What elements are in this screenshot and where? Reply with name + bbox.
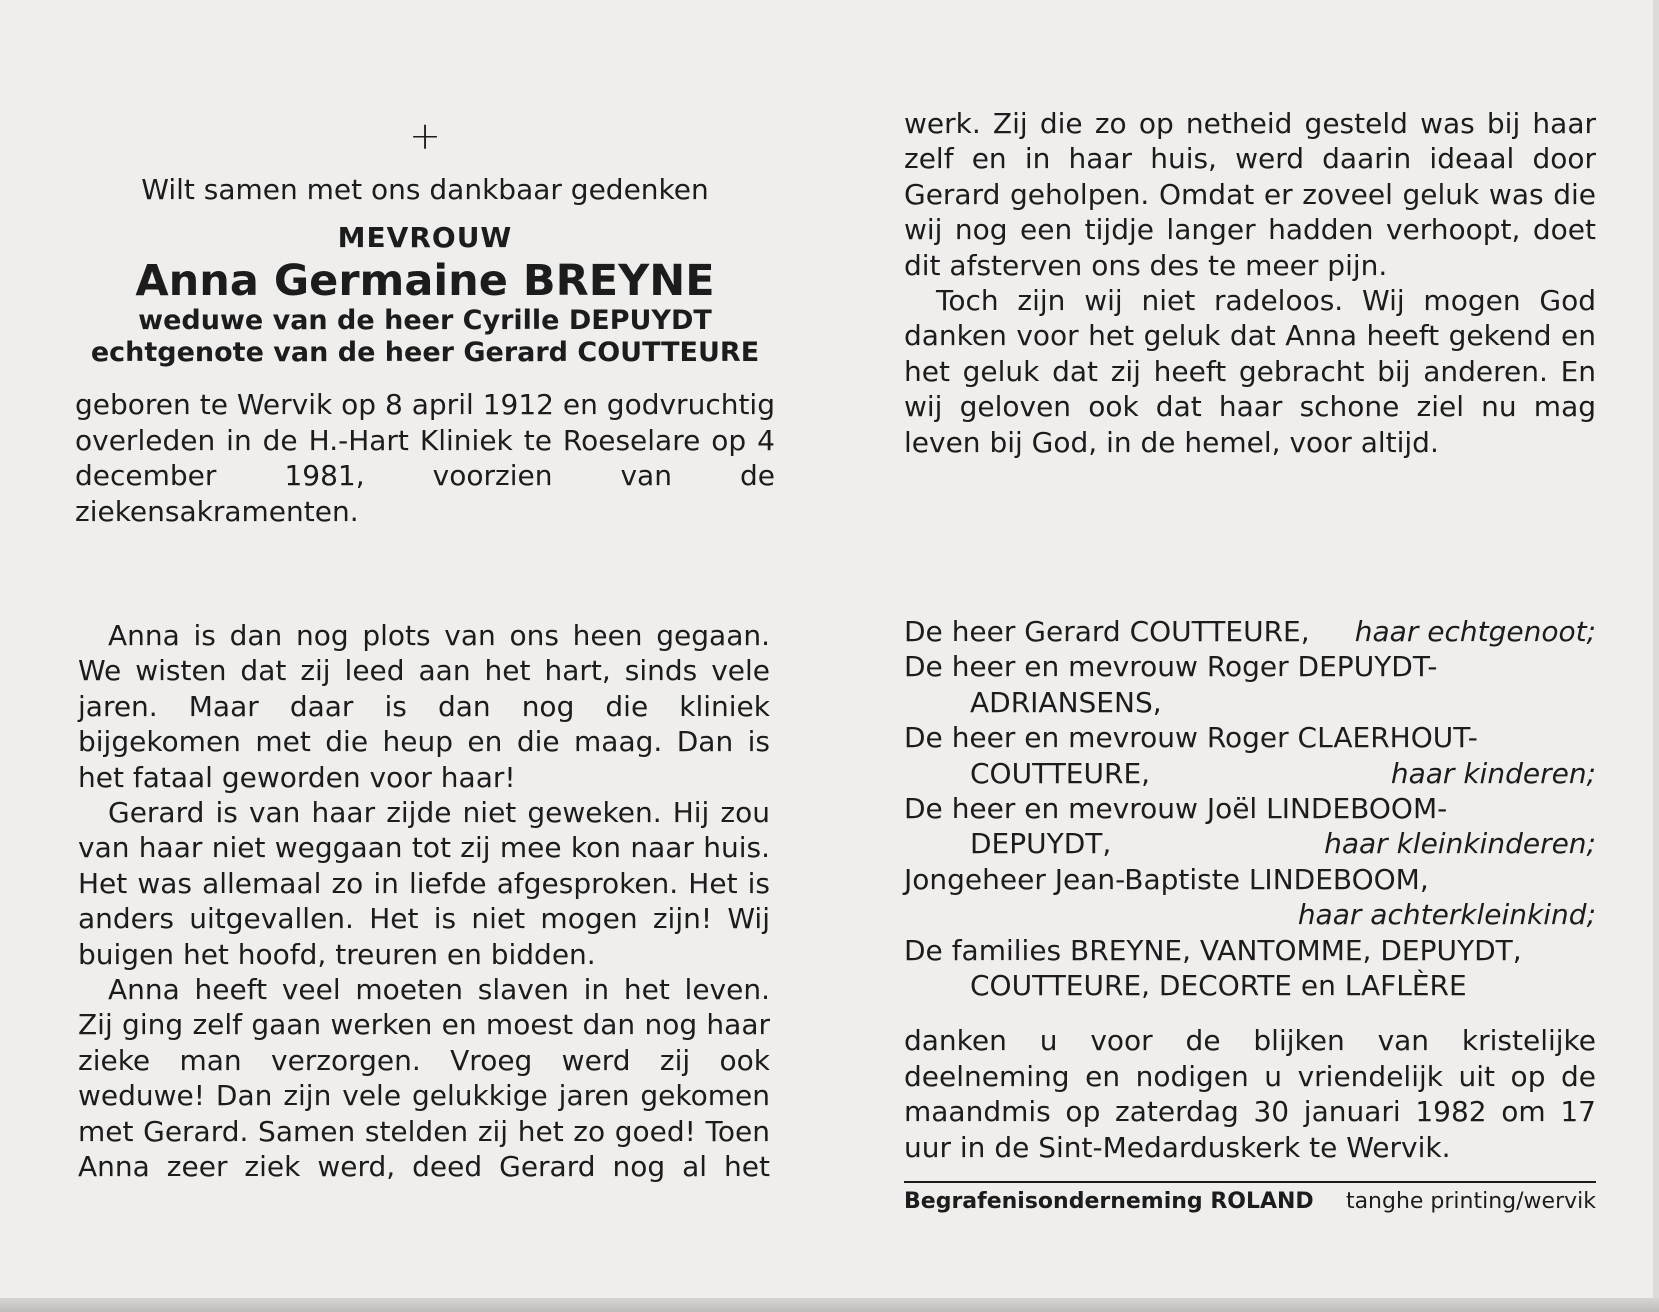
left-body xyxy=(78,618,770,1185)
deceased-name: Anna Germaine BREYNE xyxy=(135,256,715,307)
printer-credit: tanghe printing/wervik xyxy=(1345,1189,1596,1214)
left-paragraph-3: Anna heeft veel moeten slaven in het leven. Zij ging zelf gaan werken en moest dan nog haar zieke man verzorgen. Vroeg werd zij ook weduwe! Dan zijn vele gelukkige jaren gekomen met Gerard. Samen stelden zij het zo goed! Toen Anna zeer ziek werd, deed Gerard nog al het xyxy=(78,973,770,1184)
family-name: De heer en mevrouw Roger DEPUYDT- xyxy=(904,650,1438,684)
birth-death-text: geboren te Wervik op 8 april 1912 en godvruchtig overleden in de H.-Hart Kliniek te Roeselare op 4 december 1981, voorzien van de ziekensakramenten. xyxy=(75,388,775,528)
widow-of-line: weduwe van de heer Cyrille DEPUYDT xyxy=(138,305,712,337)
family-name: DEPUYDT, xyxy=(970,827,1112,861)
spouse-of-line: echtgenote van de heer Gerard COUTTEURE xyxy=(90,337,760,369)
footer-divider xyxy=(904,1181,1596,1183)
family-line xyxy=(904,685,1596,720)
family-name: COUTTEURE, DECORTE en LAFLÈRE xyxy=(970,968,1467,1002)
title-mevrouw: MEVROUW xyxy=(337,221,513,255)
family-role: haar kleinkinderen; xyxy=(1324,827,1596,861)
family-name: De families BREYNE, VANTOMME, DEPUYDT, xyxy=(904,933,1522,967)
left-paragraph-2: Gerard is van haar zijde niet geweken. Hij zou van haar niet weggaan tot zij mee kon naar huis. Het was allemaal zo in liefde afgesproken. Het is anders uitgevallen. Het is niet mogen zijn! Wij buigen het hoofd, treuren en bidden. xyxy=(78,796,770,971)
family-line xyxy=(904,862,1596,897)
family-role: haar echtgenoot; xyxy=(1354,615,1596,648)
cross-symbol: + xyxy=(409,114,441,158)
family-name: COUTTEURE, xyxy=(970,756,1151,790)
intro-line: Wilt samen met ons dankbaar gedenken xyxy=(141,173,709,206)
family-line xyxy=(904,933,1596,968)
family-line xyxy=(904,649,1596,684)
right-body xyxy=(904,106,1596,460)
family-line xyxy=(904,826,1596,861)
family-name: Jongeheer Jean-Baptiste LINDEBOOM, xyxy=(904,862,1429,896)
left-paragraph-1: Anna is dan nog plots van ons heen gegaan. We wisten dat zij leed aan het hart, sinds vele jaren. Maar daar is dan nog die kliniek bijgekomen met die heup en die maag. Dan is het fataal geworden voor haar! xyxy=(78,619,770,794)
right-paragraph-2: Toch zijn wij niet radeloos. Wij mogen God danken voor het geluk dat Anna heeft gekend en het geluk dat zij heeft gebracht bij anderen. En wij geloven ook dat haar schone ziel nu mag leven bij God, in de hemel, voor altijd. xyxy=(904,284,1596,459)
family-line xyxy=(904,614,1596,649)
family-line xyxy=(904,756,1596,791)
thanks-text: danken u voor de blijken van kristelijke deelneming en nodigen u vriendelijk uit op de maandmis op zaterdag 30 januari 1982 om 17 uur in de Sint-Medarduskerk te Wervik. xyxy=(904,1024,1596,1164)
undertaker-credit: Begrafenisonderneming ROLAND xyxy=(904,1189,1314,1214)
family-name: De heer en mevrouw Roger CLAERHOUT- xyxy=(904,721,1478,755)
family-line xyxy=(904,791,1596,826)
family-line xyxy=(904,968,1596,1003)
family-name: ADRIANSENS, xyxy=(970,685,1162,719)
family-role: haar achterkleinkind; xyxy=(1297,898,1596,932)
family-list xyxy=(904,614,1596,1165)
family-name: De heer en mevrouw Joël LINDEBOOM- xyxy=(904,791,1448,825)
right-paragraph-1: werk. Zij die zo op netheid gesteld was bij haar zelf en in haar huis, werd daarin ideaal door Gerard geholpen. Omdat er zoveel geluk was die wij nog een tijdje langer hadden verhoopt, doet dit afsterven ons des te meer pijn. xyxy=(904,107,1596,282)
family-line xyxy=(904,897,1596,932)
header-block xyxy=(75,116,775,529)
family-line xyxy=(904,720,1596,755)
family-name: De heer Gerard COUTTEURE, xyxy=(904,615,1310,648)
family-role: haar kinderen; xyxy=(1390,756,1596,790)
